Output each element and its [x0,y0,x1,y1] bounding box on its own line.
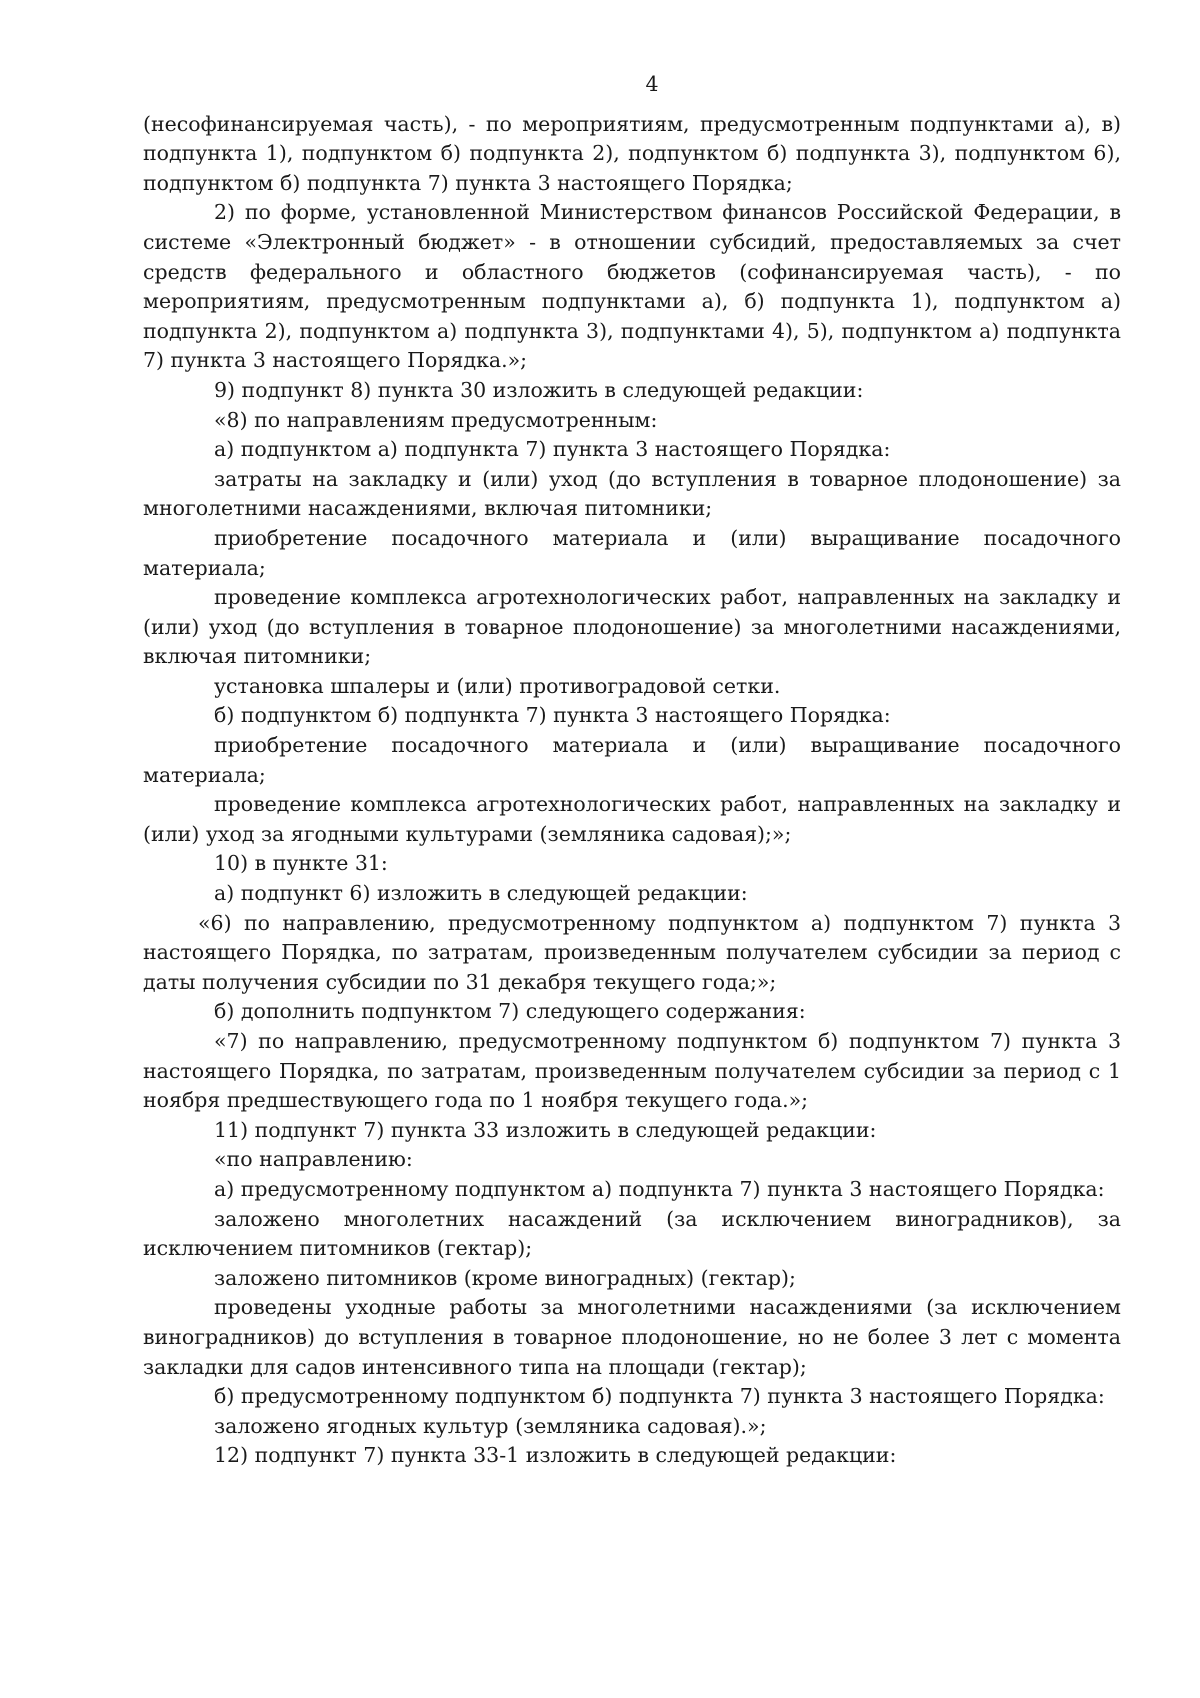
paragraph: проведение комплекса агротехнологических работ, направленных на закладку и (или) уход (до вступления в товарное плодоношение) за многолетними насаждениями, включая питомники; [143,585,1121,669]
paragraph: заложено многолетних насаждений (за исключением виноградников), за исключением питомников (гектар); [143,1206,1121,1261]
paragraph: «по направлению: [214,1147,413,1172]
paragraph: (несофинансируемая часть), - по мероприятиям, предусмотренным подпунктами а), в) подпункта 1), подпунктом б) подпункта 2), подпунктом б) подпункта 3), подпунктом 6), подпунктом б) подпункта 7) пункта 3 настоящего Порядка; [143,111,1121,195]
paragraph: установка шпалеры и (или) противоградовой сетки. [214,673,781,698]
paragraph: б) предусмотренному подпунктом б) подпункта 7) пункта 3 настоящего Порядка: [214,1384,1105,1409]
paragraph: 9) подпункт 8) пункта 30 изложить в следующей редакции: [214,377,864,402]
paragraph: заложено питомников (кроме виноградных) (гектар); [214,1265,796,1290]
paragraph: приобретение посадочного материала и (или) выращивание посадочного материала; [143,525,1121,580]
paragraph: «8) по направлениям предусмотренным: [214,407,658,432]
paragraph: «6) по направлению, предусмотренному подпунктом а) подпунктом 7) пункта 3 настоящего Порядка, по затратам, произведенным получателем субсидии за период с даты получения субсидии по 31 декабря текущего года;»; [143,910,1121,994]
paragraph: а) предусмотренному подпунктом а) подпункта 7) пункта 3 настоящего Порядка: [214,1176,1105,1201]
paragraph: проведены уходные работы за многолетними насаждениями (за исключением виноградников) до вступления в товарное плодоношение, но не более 3 лет с момента закладки для садов интенсивного типа на площади (гектар); [143,1295,1121,1379]
paragraph: приобретение посадочного материала и (или) выращивание посадочного материала; [143,733,1121,787]
paragraph: 10) в пункте 31: [214,851,388,876]
paragraph: 12) подпункт 7) пункта 33-1 изложить в следующей редакции: [214,1443,897,1468]
document-page [143,70,1121,1471]
paragraph: б) подпунктом б) подпункта 7) пункта 3 настоящего Порядка: [214,703,891,728]
page-number: 4 [645,72,659,96]
paragraph: «7) по направлению, предусмотренному подпунктом б) подпунктом 7) пункта 3 настоящего Порядка, по затратам, произведенным получателем субсидии за период с 1 ноября предшествующего года по 1 ноября текущего года.»; [143,1029,1121,1113]
paragraph: 2) по форме, установленной Министерством финансов Российской Федерации, в системе «Электронный бюджет» - в отношении субсидий, предоставляемых за счет средств федерального и областного бюджетов (софинансируемая часть), - по мероприятиям, предусмотренным подпунктами а), б) подпункта 1), подпунктом а) подпункта 2), подпунктом а) подпункта 3), подпунктами 4), 5), подпунктом а) подпункта 7) пункта 3 настоящего Порядка.»; [143,200,1121,373]
paragraph: а) подпунктом а) подпункта 7) пункта 3 настоящего Порядка: [214,437,891,462]
paragraph: а) подпункт 6) изложить в следующей редакции: [214,881,748,906]
paragraph: заложено ягодных культур (земляника садовая).»; [214,1413,767,1438]
paragraph: 11) подпункт 7) пункта 33 изложить в следующей редакции: [214,1117,877,1142]
paragraph: затраты на закладку и (или) уход (до вступления в товарное плодоношение) за многолетними насаждениями, включая питомники; [143,466,1121,521]
paragraph: б) дополнить подпунктом 7) следующего содержания: [214,999,806,1024]
paragraph: проведение комплекса агротехнологических работ, направленных на закладку и (или) уход за ягодными культурами (земляника садовая);»; [143,792,1121,846]
